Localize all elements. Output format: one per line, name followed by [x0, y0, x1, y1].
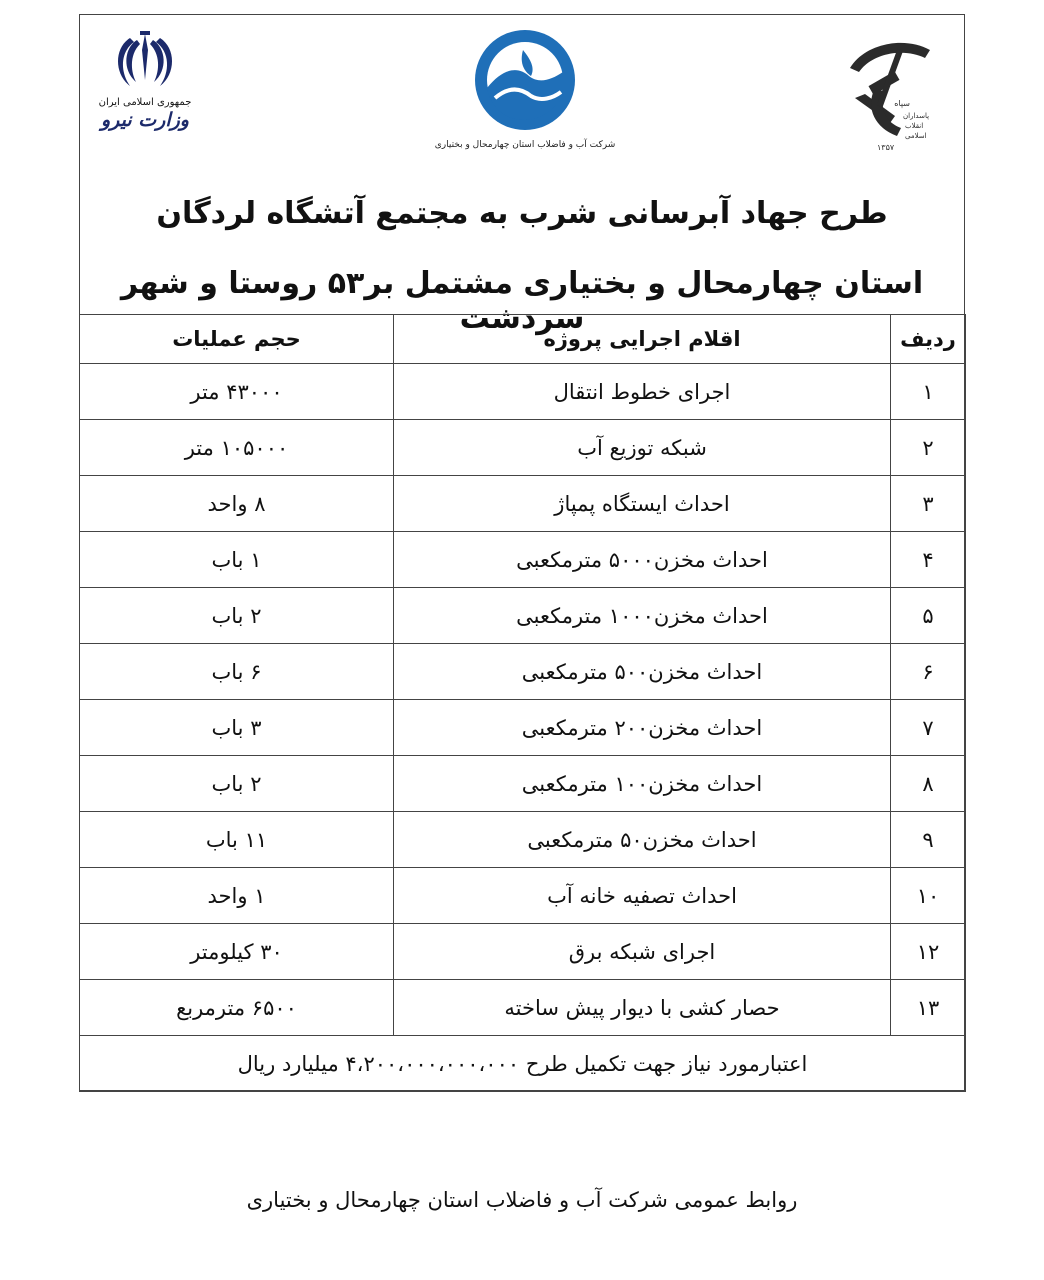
title-line-1: طرح جهاد آبرسانی شرب به مجتمع آتشگاه لردگان: [156, 196, 888, 231]
row-item: احداث مخزن۱۰۰ مترمکعبی: [394, 756, 891, 812]
row-number: ۶: [891, 644, 966, 700]
ministry-caption: وزارت نیرو: [101, 109, 189, 131]
row-item: احداث مخزن۵۰۰۰ مترمکعبی: [394, 532, 891, 588]
required-budget-text: اعتبارمورد نیاز جهت تکمیل طرح ۴،۲۰۰،۰۰۰،۰۰۰،۰۰۰ میلیارد ریال: [80, 1036, 966, 1092]
row-item: احداث ایستگاه پمپاژ: [394, 476, 891, 532]
row-volume: ۶ باب: [80, 644, 394, 700]
ministry-caption-small: جمهوری اسلامی ایران: [98, 97, 192, 108]
row-number: ۸: [891, 756, 966, 812]
row-volume: ۳۰ کیلومتر: [80, 924, 394, 980]
row-item: احداث مخزن۲۰۰ مترمکعبی: [394, 700, 891, 756]
row-number: ۱۳: [891, 980, 966, 1036]
row-volume: ۲ باب: [80, 588, 394, 644]
projects-table: [79, 314, 966, 1092]
table-row: [80, 532, 966, 588]
irgc-emblem-icon: [835, 28, 950, 153]
row-number: ۹: [891, 812, 966, 868]
row-number: ۱: [891, 364, 966, 420]
table-row: [80, 476, 966, 532]
row-volume: ۳ باب: [80, 700, 394, 756]
water-company-logo: [430, 28, 620, 158]
title-line-2: استان چهارمحال و بختیاری مشتمل بر۵۳ روستا و شهر سردشت: [120, 266, 924, 336]
row-volume: ۱۰۵۰۰۰ متر: [80, 420, 394, 476]
row-item: اجرای شبکه برق: [394, 924, 891, 980]
irgc-logo: [835, 28, 950, 158]
irgc-year: ۱۳۵۷: [877, 143, 895, 152]
row-volume: ۶۵۰۰ مترمربع: [80, 980, 394, 1036]
table-footer-row: [80, 1036, 966, 1092]
irgc-text-2: پاسداران: [903, 112, 930, 120]
header-project-items: اقلام اجرایی پروژه: [394, 315, 891, 364]
table-row: [80, 980, 966, 1036]
row-volume: ۸ واحد: [80, 476, 394, 532]
table-row: [80, 588, 966, 644]
row-item: احداث مخزن۵۰۰ مترمکعبی: [394, 644, 891, 700]
row-number: ۵: [891, 588, 966, 644]
row-item: شبکه توزیع آب: [394, 420, 891, 476]
irgc-text-1: سپاه: [894, 99, 910, 108]
row-item: اجرای خطوط انتقال: [394, 364, 891, 420]
row-item: احداث مخزن۵۰ مترمکعبی: [394, 812, 891, 868]
table-row: [80, 812, 966, 868]
header-row-number: ردیف: [891, 315, 966, 364]
water-company-caption: شرکت آب و فاضلاب استان چهارمحال و بختیاری: [434, 140, 616, 150]
row-number: ۴: [891, 532, 966, 588]
row-number: ۷: [891, 700, 966, 756]
table-header-row: [80, 315, 966, 364]
ministry-logo: [90, 30, 200, 160]
table-row: [80, 364, 966, 420]
row-number: ۲: [891, 420, 966, 476]
table-row: [80, 868, 966, 924]
header-operation-volume: حجم عملیات: [80, 315, 394, 364]
row-volume: ۴۳۰۰۰ متر: [80, 364, 394, 420]
iran-emblem-icon: [110, 30, 180, 92]
row-volume: ۱۱ باب: [80, 812, 394, 868]
water-drop-logo-icon: [473, 28, 577, 132]
table-row: [80, 756, 966, 812]
row-number: ۱۲: [891, 924, 966, 980]
table-row: [80, 924, 966, 980]
row-volume: ۱ واحد: [80, 868, 394, 924]
irgc-text-3: انقلاب: [905, 122, 924, 130]
row-item: احداث مخزن۱۰۰۰ مترمکعبی: [394, 588, 891, 644]
table-row: [80, 644, 966, 700]
row-item: حصار کشی با دیوار پیش ساخته: [394, 980, 891, 1036]
public-relations-signature: روابط عمومی شرکت آب و فاضلاب استان چهارمحال و بختیاری: [246, 1188, 798, 1212]
row-volume: ۲ باب: [80, 756, 394, 812]
irgc-text-4: اسلامی: [905, 132, 927, 140]
row-item: احداث تصفیه خانه آب: [394, 868, 891, 924]
row-number: ۱۰: [891, 868, 966, 924]
row-number: ۳: [891, 476, 966, 532]
row-volume: ۱ باب: [80, 532, 394, 588]
table-row: [80, 700, 966, 756]
table-row: [80, 420, 966, 476]
